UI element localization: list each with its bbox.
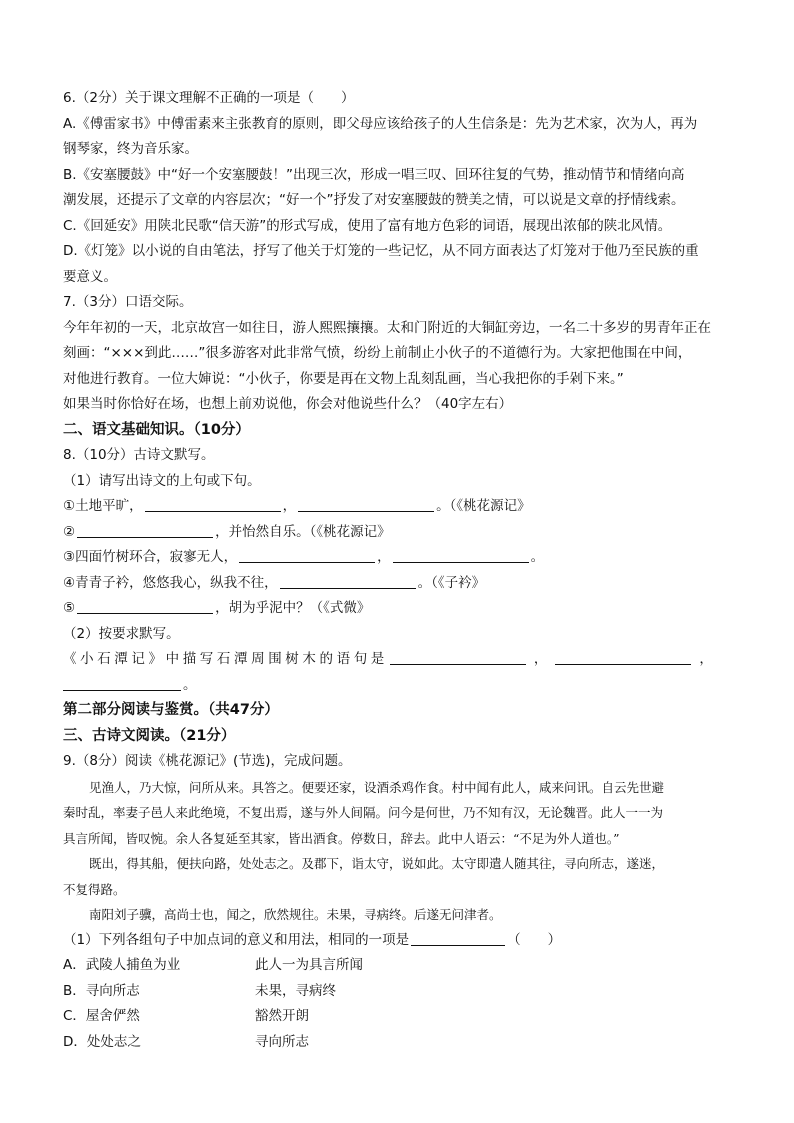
passage-line: 秦时乱，率妻子邑人来此绝境，不复出焉，遂与外人间隔。问今是何世，乃不知有汉，无论魏晋。此人一一为 [63, 805, 664, 820]
q8-separator: ， [282, 498, 297, 514]
q8-line-2-rest: ，并怡然自乐。（《桃花源记》 [215, 523, 391, 540]
q9-option-c-right: 豁然开朗 [255, 1008, 309, 1024]
q8-line-5 [63, 596, 743, 622]
q6-option-d-line2: 要意义。 [63, 268, 117, 285]
q9-option-c[interactable] [63, 1004, 743, 1030]
q8-sub2-heading: （2）按要求默写。 [63, 625, 180, 642]
q8-line-3 [63, 545, 743, 571]
passage-line: 见渔人，乃大惊，问所从来。具答之。便要还家，设酒杀鸡作食。村中闻有此人，咸来问讯。自云先世避 [89, 779, 665, 795]
question-7-stem: 7.（3分）口语交际。 [63, 294, 193, 310]
q8-separator: ， [533, 651, 548, 667]
q8-line-7 [63, 673, 743, 699]
question-7 [63, 290, 743, 418]
q8-line-3-prompt: ③四面竹树环合，寂寥无人， [63, 549, 238, 565]
q7-prompt: 如果当时你恰好在场，也想上前劝说他，你会对他说些什么？（40字左右） [63, 396, 513, 412]
q8-line-4-source: 。（《子衿》 [417, 574, 486, 591]
q8-line-4 [63, 571, 743, 597]
q8-sub1-heading: （1）请写出诗文的上句或下句。 [63, 472, 261, 489]
question-9-stem: 9.（8分）阅读《桃花源记》(节选)，完成问题。 [63, 753, 352, 769]
q6-option-b-line2: 潮发展，还提示了文章的内容层次；“好一个”抒发了对安塞腰鼓的赞美之情，可以说是文章的抒情线索。 [63, 192, 685, 208]
reading-passage [63, 775, 743, 928]
q6-option-b-line1: B.《安塞腰鼓》中“好一个安塞腰鼓！”出现三次，形成一唱三叹、回环往复的气势，推动情节和情绪向高 [63, 166, 685, 183]
q8-line-2 [63, 520, 743, 546]
q9-option-a-left: A．武陵人捕鱼为业 [63, 957, 181, 973]
question-6 [63, 86, 743, 290]
answer-blank[interactable] [393, 548, 529, 563]
answer-blank[interactable] [145, 497, 281, 512]
q7-text-line: 今年年初的一天，北京故宫一如往日，游人熙熙攘攘。太和门附近的大铜缸旁边，一名二十多岁的男青年正在 [63, 319, 711, 336]
q8-separator: ， [699, 651, 713, 667]
q9-option-a[interactable] [63, 953, 743, 979]
q9-option-a-right: 此人一为具言所闻 [255, 957, 363, 973]
q6-option-a-line2: 钢琴家，终为音乐家。 [63, 141, 198, 157]
q9-sub1 [63, 928, 743, 954]
q8-line-7-end: 。 [183, 676, 197, 693]
answer-blank[interactable] [77, 523, 213, 538]
answer-blank[interactable] [63, 676, 181, 691]
q7-text-line: 对他进行教育。一位大婶说：“小伙子，你要是再在文物上乱刻乱画，当心我把你的手剁下来。” [63, 370, 624, 387]
q8-line-5-num: ⑤ [63, 600, 76, 616]
q8-line-2-num: ② [63, 523, 76, 540]
question-9 [63, 749, 743, 1055]
question-8 [63, 443, 743, 698]
q7-text-line: 刻画：“×××到此……”很多游客对此非常气愤，纷纷上前制止小伙子的不道德行为。大家把他围在中间， [63, 345, 692, 361]
question-6-stem: 6.（2分）关于课文理解不正确的一项是（ ） [63, 90, 355, 106]
passage-line: 不复得路。 [63, 881, 126, 897]
answer-blank[interactable] [280, 574, 416, 589]
q9-option-b-right: 未果，寻病终 [255, 982, 336, 999]
q8-line-6 [63, 647, 743, 673]
answer-blank[interactable] [298, 497, 434, 512]
answer-blank[interactable] [390, 650, 526, 665]
q9-option-b-left: B．寻向所志 [63, 982, 140, 999]
q9-option-c-left: C．屋舍俨然 [63, 1008, 140, 1024]
answer-blank[interactable] [411, 931, 505, 946]
q8-line-5-rest: ，胡为乎泥中？（《式微》 [215, 600, 371, 616]
question-8-stem: 8.（10分）古诗文默写。 [63, 447, 215, 463]
exam-page [63, 86, 743, 1055]
passage-line: 既出，得其船，便扶向路，处处志之。及郡下，诣太守，说如此。太守即遣人随其往，寻向所志，遂迷， [89, 856, 665, 871]
q8-line-4-prompt: ④青青子衿，悠悠我心，纵我不往， [63, 574, 278, 591]
q9-option-d-right: 寻向所志 [255, 1033, 309, 1050]
q9-option-d[interactable] [63, 1030, 743, 1056]
answer-blank[interactable] [555, 650, 691, 665]
q9-sub1-paren: （ ） [507, 931, 562, 948]
answer-blank[interactable] [239, 548, 375, 563]
section-2-heading: 二、语文基础知识。（10分） [63, 421, 250, 438]
section-3-heading: 三、古诗文阅读。（21分） [63, 727, 236, 744]
q8-separator: ， [377, 549, 391, 565]
q6-option-d-line1: D.《灯笼》以小说的自由笔法，抒写了他关于灯笼的一些记忆，从不同方面表达了灯笼对于他乃至民族的重 [63, 243, 699, 259]
q8-line-1-prompt: ①土地平旷， [63, 498, 143, 514]
q8-line-6-prompt: 《小石潭记》中描写石潭周围树木的语句是 [63, 651, 388, 667]
passage-line: 具言所闻，皆叹惋。余人各复延至其家，皆出酒食。停数日，辞去。此中人语云：“不足为外人道也。” [63, 830, 620, 846]
q6-option-a-line1: A.《傅雷家书》中傅雷素来主张教育的原则，即父母应该给孩子的人生信条是：先为艺术家，次为人，再为 [63, 115, 698, 132]
passage-line: 南阳刘子骥，高尚士也，闻之，欣然规往。未果，寻病终。后遂无问津者。 [89, 907, 502, 922]
q8-line-1 [63, 494, 743, 520]
q6-option-c: C.《回延安》用陕北民歌“信天游”的形式写成，使用了富有地方色彩的词语，展现出浓郁的陕北风情。 [63, 217, 672, 234]
q8-line-3-end: 。 [530, 549, 545, 565]
q9-option-b[interactable] [63, 979, 743, 1005]
q9-option-d-left: D．处处志之 [63, 1033, 141, 1050]
q9-sub1-stem: （1）下列各组句子中加点词的意义和用法，相同的一项是 [63, 931, 410, 948]
part-2-heading: 第二部分阅读与鉴赏。（共47分） [63, 702, 279, 718]
q8-line-1-source: 。（《桃花源记》 [436, 498, 531, 514]
answer-blank[interactable] [77, 599, 213, 614]
